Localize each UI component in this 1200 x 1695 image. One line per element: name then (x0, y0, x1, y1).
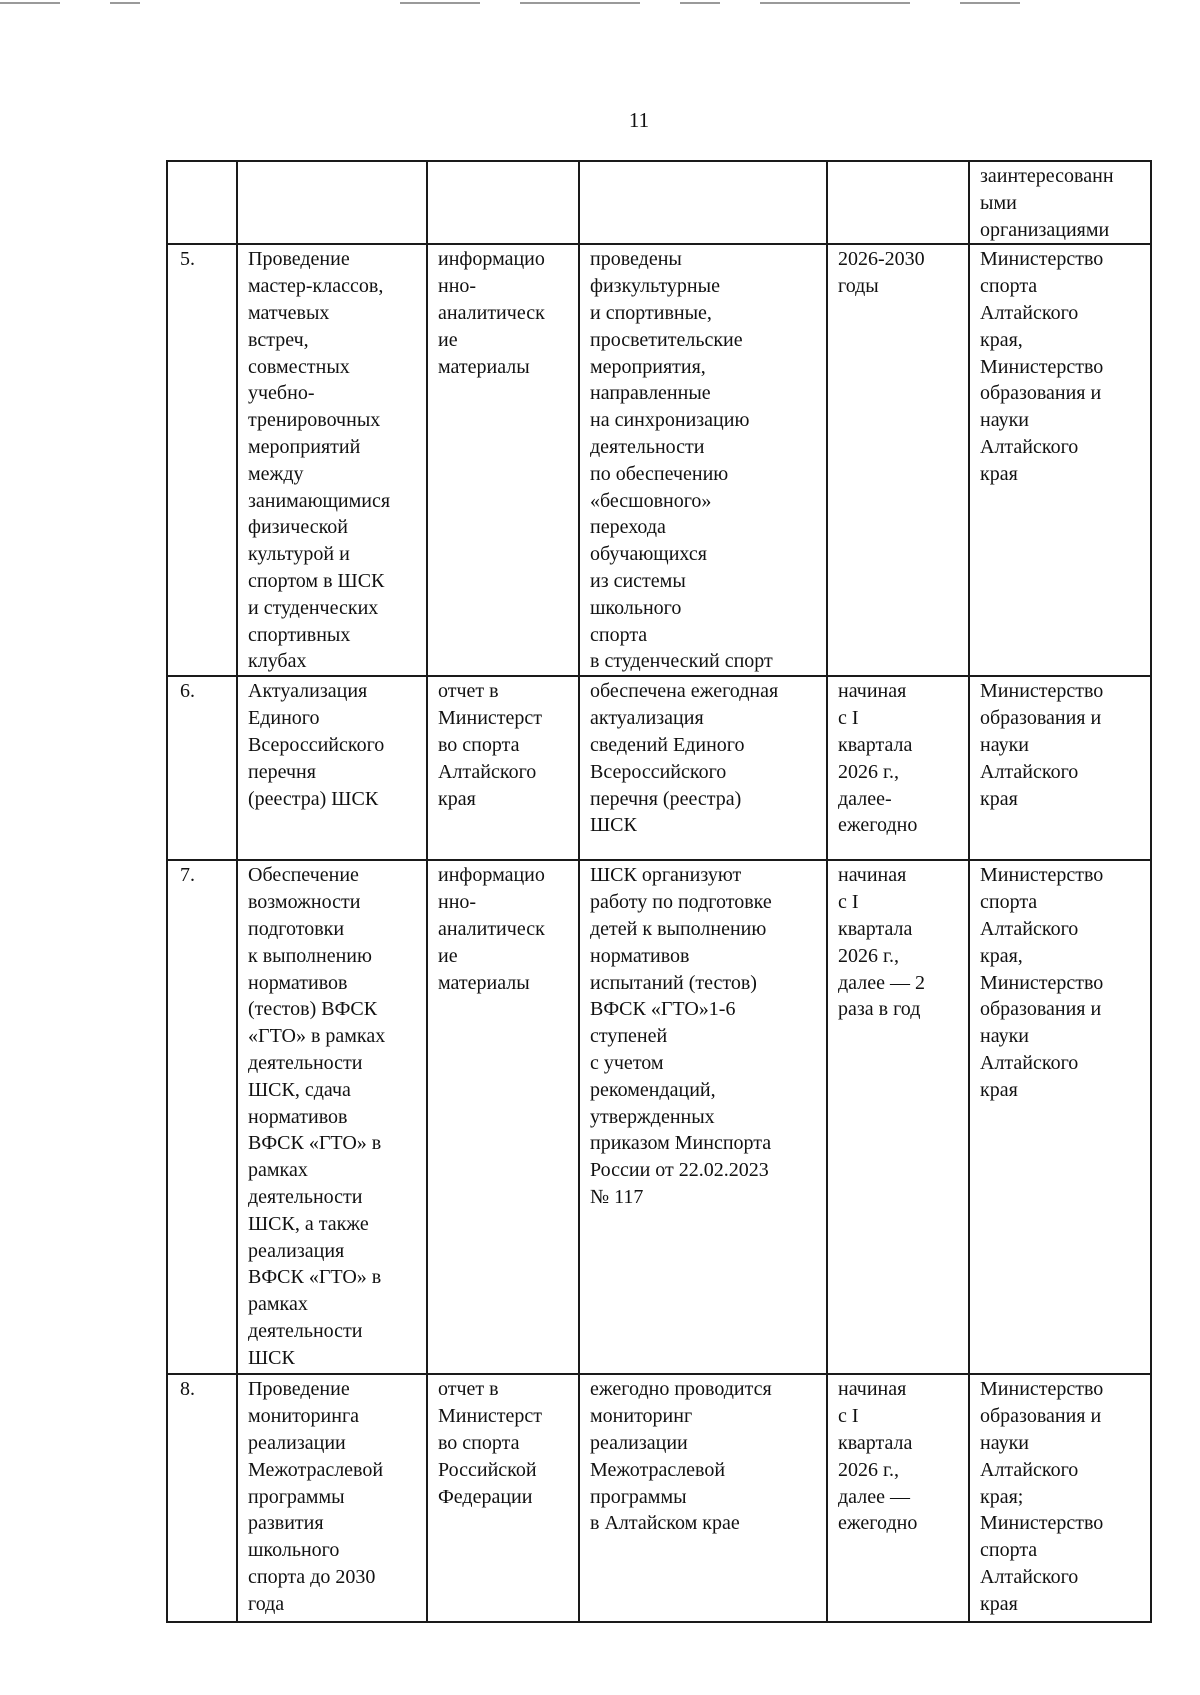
table-row-continuation (167, 161, 1151, 244)
cell-num (167, 161, 237, 244)
cell-term: 2026-2030 годы (827, 244, 969, 676)
cell-responsible: Министерство спорта Алтайского края, Министерство образования и науки Алтайского края (969, 860, 1151, 1374)
cell-responsible: Министерство образования и науки Алтайского края (969, 676, 1151, 860)
cell-responsible: заинтересованн ыми организациями (969, 161, 1151, 244)
measures-table (166, 160, 1152, 1623)
cell-result (579, 161, 827, 244)
table-row (167, 860, 1151, 1374)
cell-result: ежегодно проводится мониторинг реализации Межотраслевой программы в Алтайском крае (579, 1374, 827, 1622)
cell-document: информацио нно- аналитическ ие материалы (427, 244, 579, 676)
cell-event: Обеспечение возможности подготовки к выполнению нормативов (тестов) ВФСК «ГТО» в рамках деятельности ШСК, сдача нормативов ВФСК «ГТО» в рамках деятельности ШСК, а также реализация ВФСК «ГТО» в рамках деятельности ШСК (237, 860, 427, 1374)
table-row (167, 1374, 1151, 1622)
cell-document: отчет в Министерст во спорта Алтайского края (427, 676, 579, 860)
cell-result: ШСК организуют работу по подготовке детей к выполнению нормативов испытаний (тестов) ВФСК «ГТО»1-6 ступеней с учетом рекомендаций, утвержденных приказом Минспорта России от 22.02.2023 № 117 (579, 860, 827, 1374)
cell-term: начиная с I квартала 2026 г., далее — ежегодно (827, 1374, 969, 1622)
cell-responsible: Министерство образования и науки Алтайского края; Министерство спорта Алтайского края (969, 1374, 1151, 1622)
row-number: 8. (167, 1374, 237, 1622)
cell-term (827, 161, 969, 244)
row-number: 6. (167, 676, 237, 860)
table-row (167, 244, 1151, 676)
cell-result: проведены физкультурные и спортивные, просветительские мероприятия, направленные на синхронизацию деятельности по обеспечению «бесшовного» перехода обучающихся из системы школьного спорта в студенческий спорт (579, 244, 827, 676)
cell-document: отчет в Министерст во спорта Российской Федерации (427, 1374, 579, 1622)
cell-event: Проведение мастер-классов, матчевых встреч, совместных учебно- тренировочных мероприятий между занимающимися физической культурой и спортом в ШСК и студенческих спортивных клубах (237, 244, 427, 676)
cell-document: информацио нно- аналитическ ие материалы (427, 860, 579, 1374)
cell-responsible: Министерство спорта Алтайского края, Министерство образования и науки Алтайского края (969, 244, 1151, 676)
page-number: 11 (628, 108, 650, 132)
cell-document (427, 161, 579, 244)
cell-event (237, 161, 427, 244)
table-row (167, 676, 1151, 860)
row-number: 7. (167, 860, 237, 1374)
cell-term: начиная с I квартала 2026 г., далее — 2 раза в год (827, 860, 969, 1374)
cell-term: начиная с I квартала 2026 г., далее- ежегодно (827, 676, 969, 860)
row-number: 5. (167, 244, 237, 676)
cell-event: Проведение мониторинга реализации Межотраслевой программы развития школьного спорта до 2030 года (237, 1374, 427, 1622)
cell-result: обеспечена ежегодная актуализация сведений Единого Всероссийского перечня (реестра) ШСК (579, 676, 827, 860)
scan-edge-marks (0, 0, 1200, 6)
cell-event: Актуализация Единого Всероссийского перечня (реестра) ШСК (237, 676, 427, 860)
